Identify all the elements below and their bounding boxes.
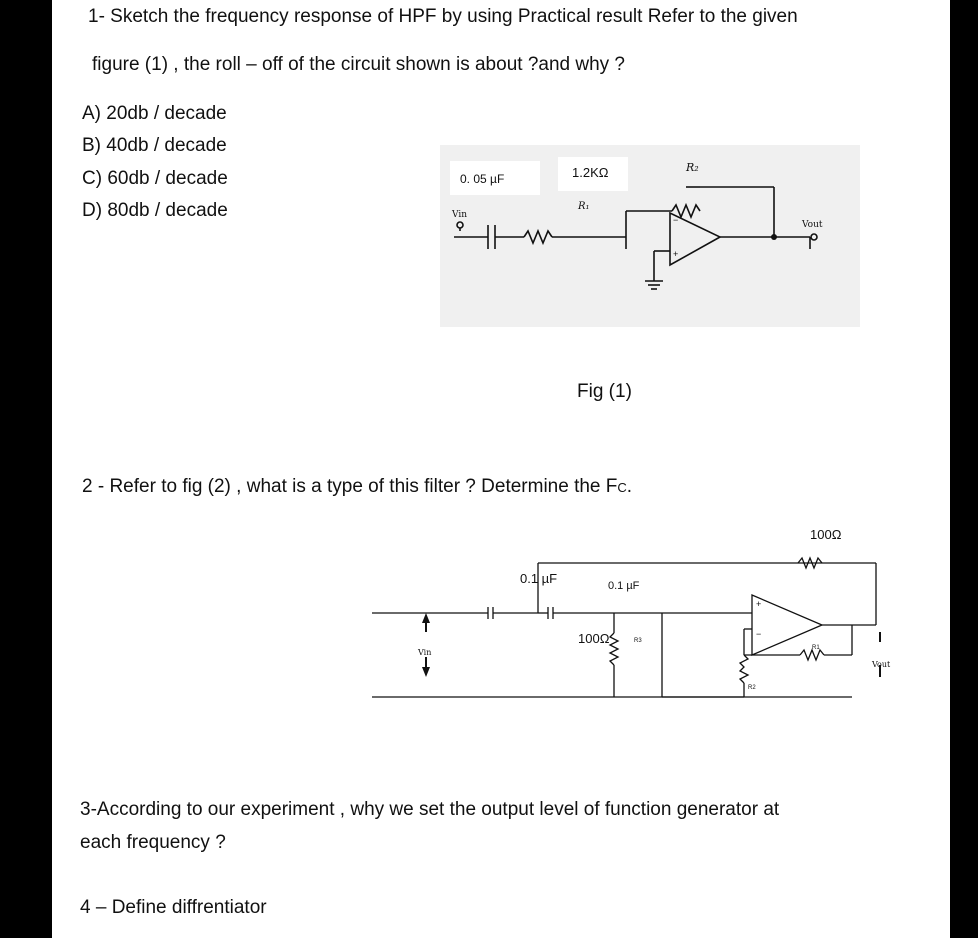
- question-1-line-2: figure (1) , the roll – off of the circuit shown is about ?and why ?: [92, 54, 625, 75]
- opamp-plus-sign: +: [673, 249, 679, 259]
- fig2-bottom-resistor-value: 100Ω: [578, 631, 610, 646]
- question-2-subscript: C: [617, 480, 627, 495]
- fig2-feedback-resistor-value: 100Ω: [810, 527, 842, 542]
- fig1-vout-label: Vout: [802, 220, 823, 230]
- option-b: B) 40db / decade: [82, 135, 227, 156]
- fig2-r1-tag: R1: [812, 645, 820, 651]
- figure-1-circuit: [440, 145, 860, 327]
- fig2-vout-label: Vout: [872, 660, 891, 669]
- fig2-vin-label: Vin: [418, 648, 432, 657]
- opamp-minus-sign: −: [673, 215, 679, 225]
- question-3-line-2: each frequency ?: [80, 832, 226, 853]
- fig1-r1-value: 1.2KΩ: [572, 165, 609, 180]
- figure-1-schematic: [440, 145, 860, 327]
- question-2-text: 2 - Refer to fig (2) , what is a type of this filter ? Determine the F: [82, 476, 618, 497]
- option-d: D) 80db / decade: [82, 200, 228, 221]
- fig2-capacitor-1-label: 0.1 µF: [520, 571, 558, 586]
- question-4: 4 – Define diffrentiator: [80, 897, 267, 918]
- fig2-r3-tag: R3: [634, 638, 642, 644]
- question-3-line-1: 3-According to our experiment , why we set the output level of function generator at: [80, 799, 780, 820]
- figure-2-schematic: [352, 515, 892, 710]
- fig1-r2-name: R₂: [686, 161, 699, 174]
- fig2-opamp-minus: −: [756, 629, 762, 639]
- question-2: [82, 476, 632, 498]
- fig1-capacitor-label: 0. 05 µF: [460, 172, 505, 186]
- figure-2-circuit: [352, 515, 892, 710]
- document-page: [52, 0, 950, 938]
- fig2-r2-tag: R2: [748, 685, 756, 691]
- option-c: C) 60db / decade: [82, 168, 228, 189]
- fig2-capacitor-2-label: 0.1 µF: [608, 580, 640, 592]
- question-1-line-1: 1- Sketch the frequency response of HPF by using Practical result Refer to the given: [88, 6, 798, 27]
- fig1-vin-label: Vin: [452, 210, 468, 220]
- question-2-period: .: [626, 476, 633, 497]
- fig2-opamp-plus: +: [756, 599, 762, 609]
- figure-1-caption: Fig (1): [577, 381, 632, 402]
- option-a: A) 20db / decade: [82, 103, 227, 124]
- fig1-r1-name: R₁: [578, 201, 590, 212]
